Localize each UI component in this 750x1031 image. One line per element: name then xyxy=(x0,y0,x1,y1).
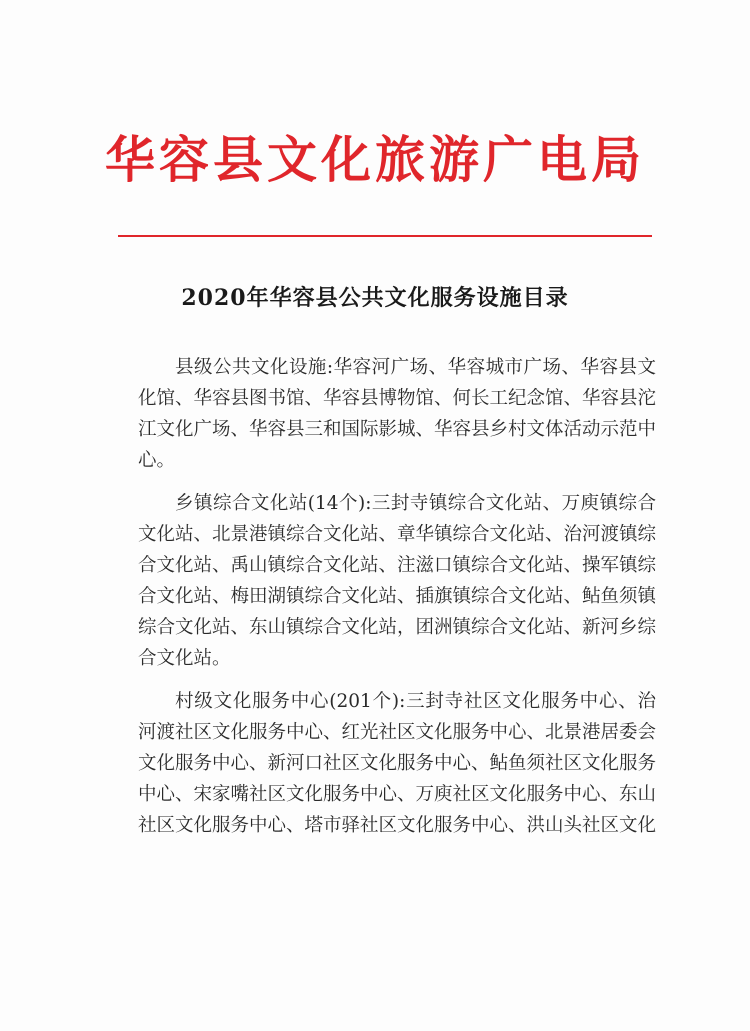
paragraph-county-facilities: 县级公共文化设施:华容河广场、华容城市广场、华容县文化馆、华容县图书馆、华容县博物馆、何长工纪念馆、华容县沱江文化广场、华容县三和国际影城、华容县乡村文体活动示范中心。 xyxy=(138,357,657,471)
document-title: 2020年华容县公共文化服务设施目录 xyxy=(181,285,569,311)
paragraph-township-stations: 乡镇综合文化站(14个):三封寺镇综合文化站、万庾镇综合文化站、北景港镇综合文化站、章华镇综合文化站、治河渡镇综合文化站、禹山镇综合文化站、注滋口镇综合文化站、操军镇综合文化站、梅田湖镇综合文化站、插旗镇综合文化站、鲇鱼须镇综合文化站、东山镇综合文化站，团洲镇综合文化站、新河乡综合文化站。 xyxy=(138,493,657,669)
document-body xyxy=(138,352,656,853)
paragraph-village-centers: 村级文化服务中心(201个):三封寺社区文化服务中心、治河渡社区文化服务中心、红光社区文化服务中心、北景港居委会文化服务中心、新河口社区文化服务中心、鲇鱼须社区文化服务中心、宋家嘴社区文化服务中心、万庾社区文化服务中心、东山社区文化服务中心、塔市驿社区文化服务中心、洪山头社区文化 xyxy=(138,691,657,836)
letterhead-org-name: 华容县文化旅游广电局 xyxy=(105,131,645,189)
letterhead-divider xyxy=(118,235,652,237)
